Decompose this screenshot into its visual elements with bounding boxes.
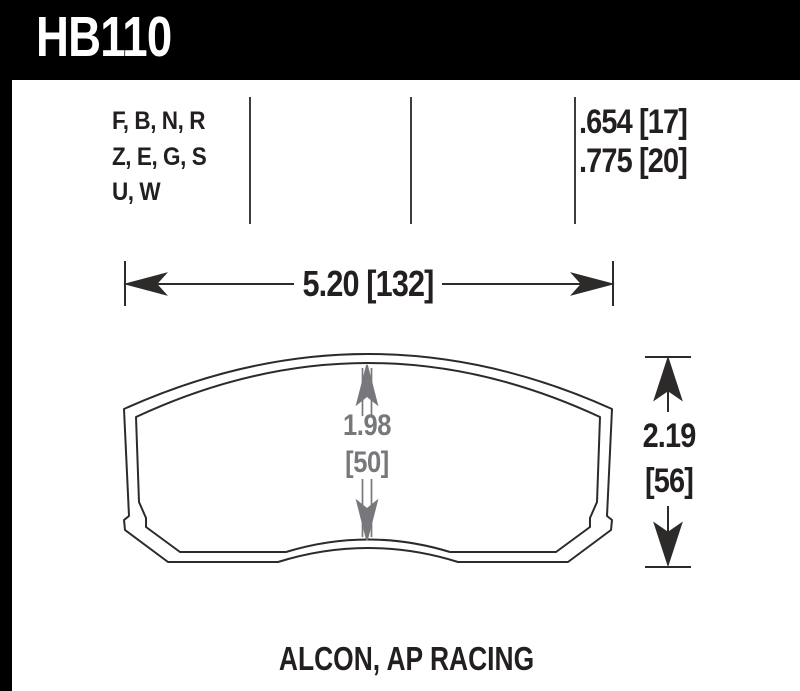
center-arrow-down <box>357 501 377 540</box>
overall-height-label <box>643 414 696 504</box>
compound-line-3: U, W <box>112 178 161 206</box>
width-dimension-label: 5.20 [132] <box>302 263 434 304</box>
application-caption <box>13 640 800 678</box>
application-caption-text: ALCON, AP RACING <box>278 640 535 677</box>
thickness-value-1: .654 [17] <box>579 103 688 141</box>
friction-height-mm: [50] <box>345 446 389 479</box>
part-number: HB110 <box>36 5 172 69</box>
friction-height-label <box>343 407 391 481</box>
overall-height-mm: [56] <box>645 462 693 500</box>
center-arrow-up <box>357 365 377 404</box>
compound-line-2: Z, E, G, S <box>112 142 207 171</box>
thickness-value-2: .775 [20] <box>579 141 688 180</box>
compound-line-1: F, B, N, R <box>112 107 206 135</box>
overall-height-inches: 2.19 <box>642 417 696 455</box>
friction-height-inches: 1.98 <box>343 409 391 442</box>
